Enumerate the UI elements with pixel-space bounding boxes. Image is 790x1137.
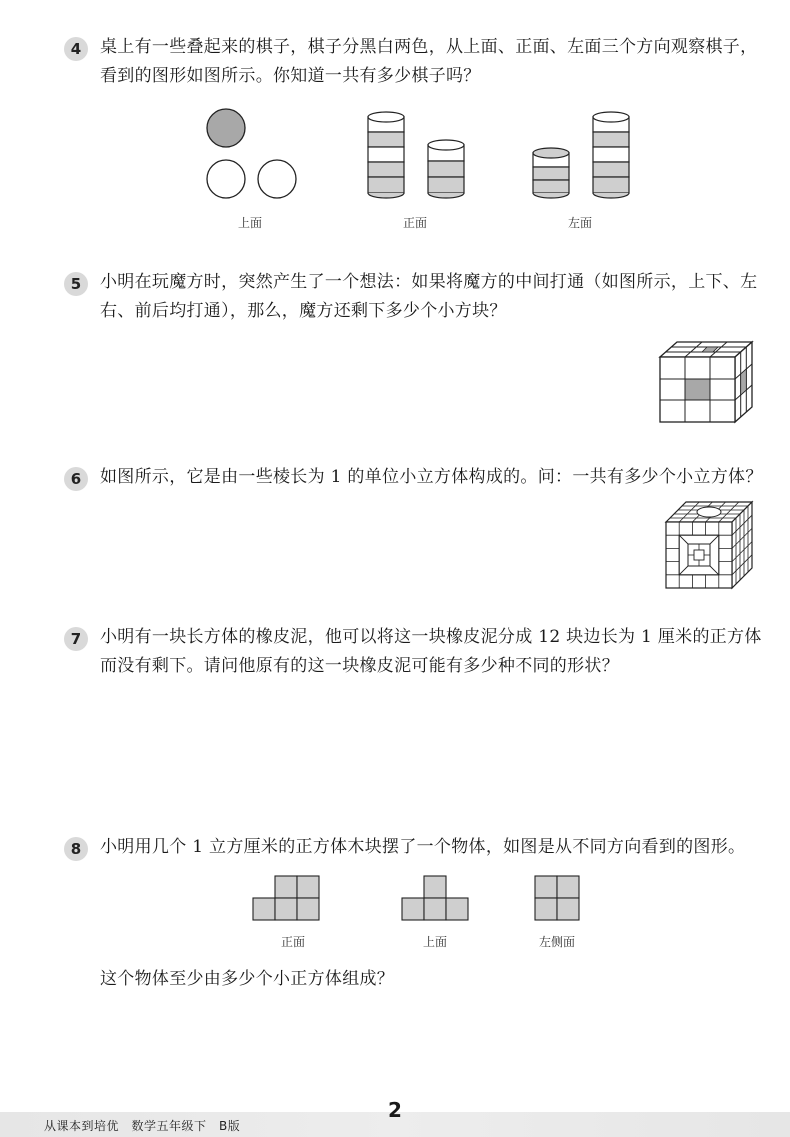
caption-left-side-view: 左侧面 <box>538 935 575 949</box>
question-text: 如图所示，它是由一些棱长为 1 的单位小立方体构成的。问：一共有多少个小立方体？ <box>100 467 763 487</box>
question-number: 6 <box>64 467 88 491</box>
caption-top-view: 上面 <box>422 935 447 949</box>
question-number: 4 <box>64 37 88 61</box>
front-view-figure <box>253 874 323 922</box>
question-number: 8 <box>64 837 88 861</box>
page-number: 2 <box>388 1098 402 1122</box>
question-text: 小明在玩魔方时，突然产生了一个想法：如果将魔方的中间打通（如图所示，上下、左右、前后均打通），那么，魔方还剩下多少个小方块？ <box>100 272 758 321</box>
left-side-view-figure <box>533 874 581 922</box>
followup-question: 这个物体至少由多少个小正方体组成？ <box>100 969 395 989</box>
hollow-rubiks-cube-figure <box>655 340 755 425</box>
caption-top-view: 上面 <box>237 216 262 230</box>
front-view-figure <box>360 105 480 205</box>
top-view-figure <box>200 105 310 205</box>
caption-front-view: 正面 <box>280 935 305 949</box>
book-title: 从课本到培优 数学五年级下 B版 <box>44 1119 241 1133</box>
question-text: 小明用几个 1 立方厘米的正方体木块摆了一个物体，如图是从不同方向看到的图形。 <box>100 837 746 857</box>
question-number: 7 <box>64 627 88 651</box>
question-text: 小明有一块长方体的橡皮泥，他可以将这一块橡皮泥分成 12 块边长为 1 厘米的正方体而没有剩下。请问他原有的这一块橡皮泥可能有多少种不同的形状？ <box>100 627 762 676</box>
caption-front-view: 正面 <box>402 216 427 230</box>
top-view-figure <box>402 874 472 922</box>
question-text: 桌上有一些叠起来的棋子，棋子分黑白两色，从上面、正面、左面三个方向观察棋子，看到的图形如图所示。你知道一共有多少棋子吗？ <box>100 37 758 86</box>
unit-cube-structure-figure <box>662 500 757 595</box>
caption-left-view: 左面 <box>567 216 592 230</box>
question-number: 5 <box>64 272 88 296</box>
left-view-figure <box>525 105 645 205</box>
